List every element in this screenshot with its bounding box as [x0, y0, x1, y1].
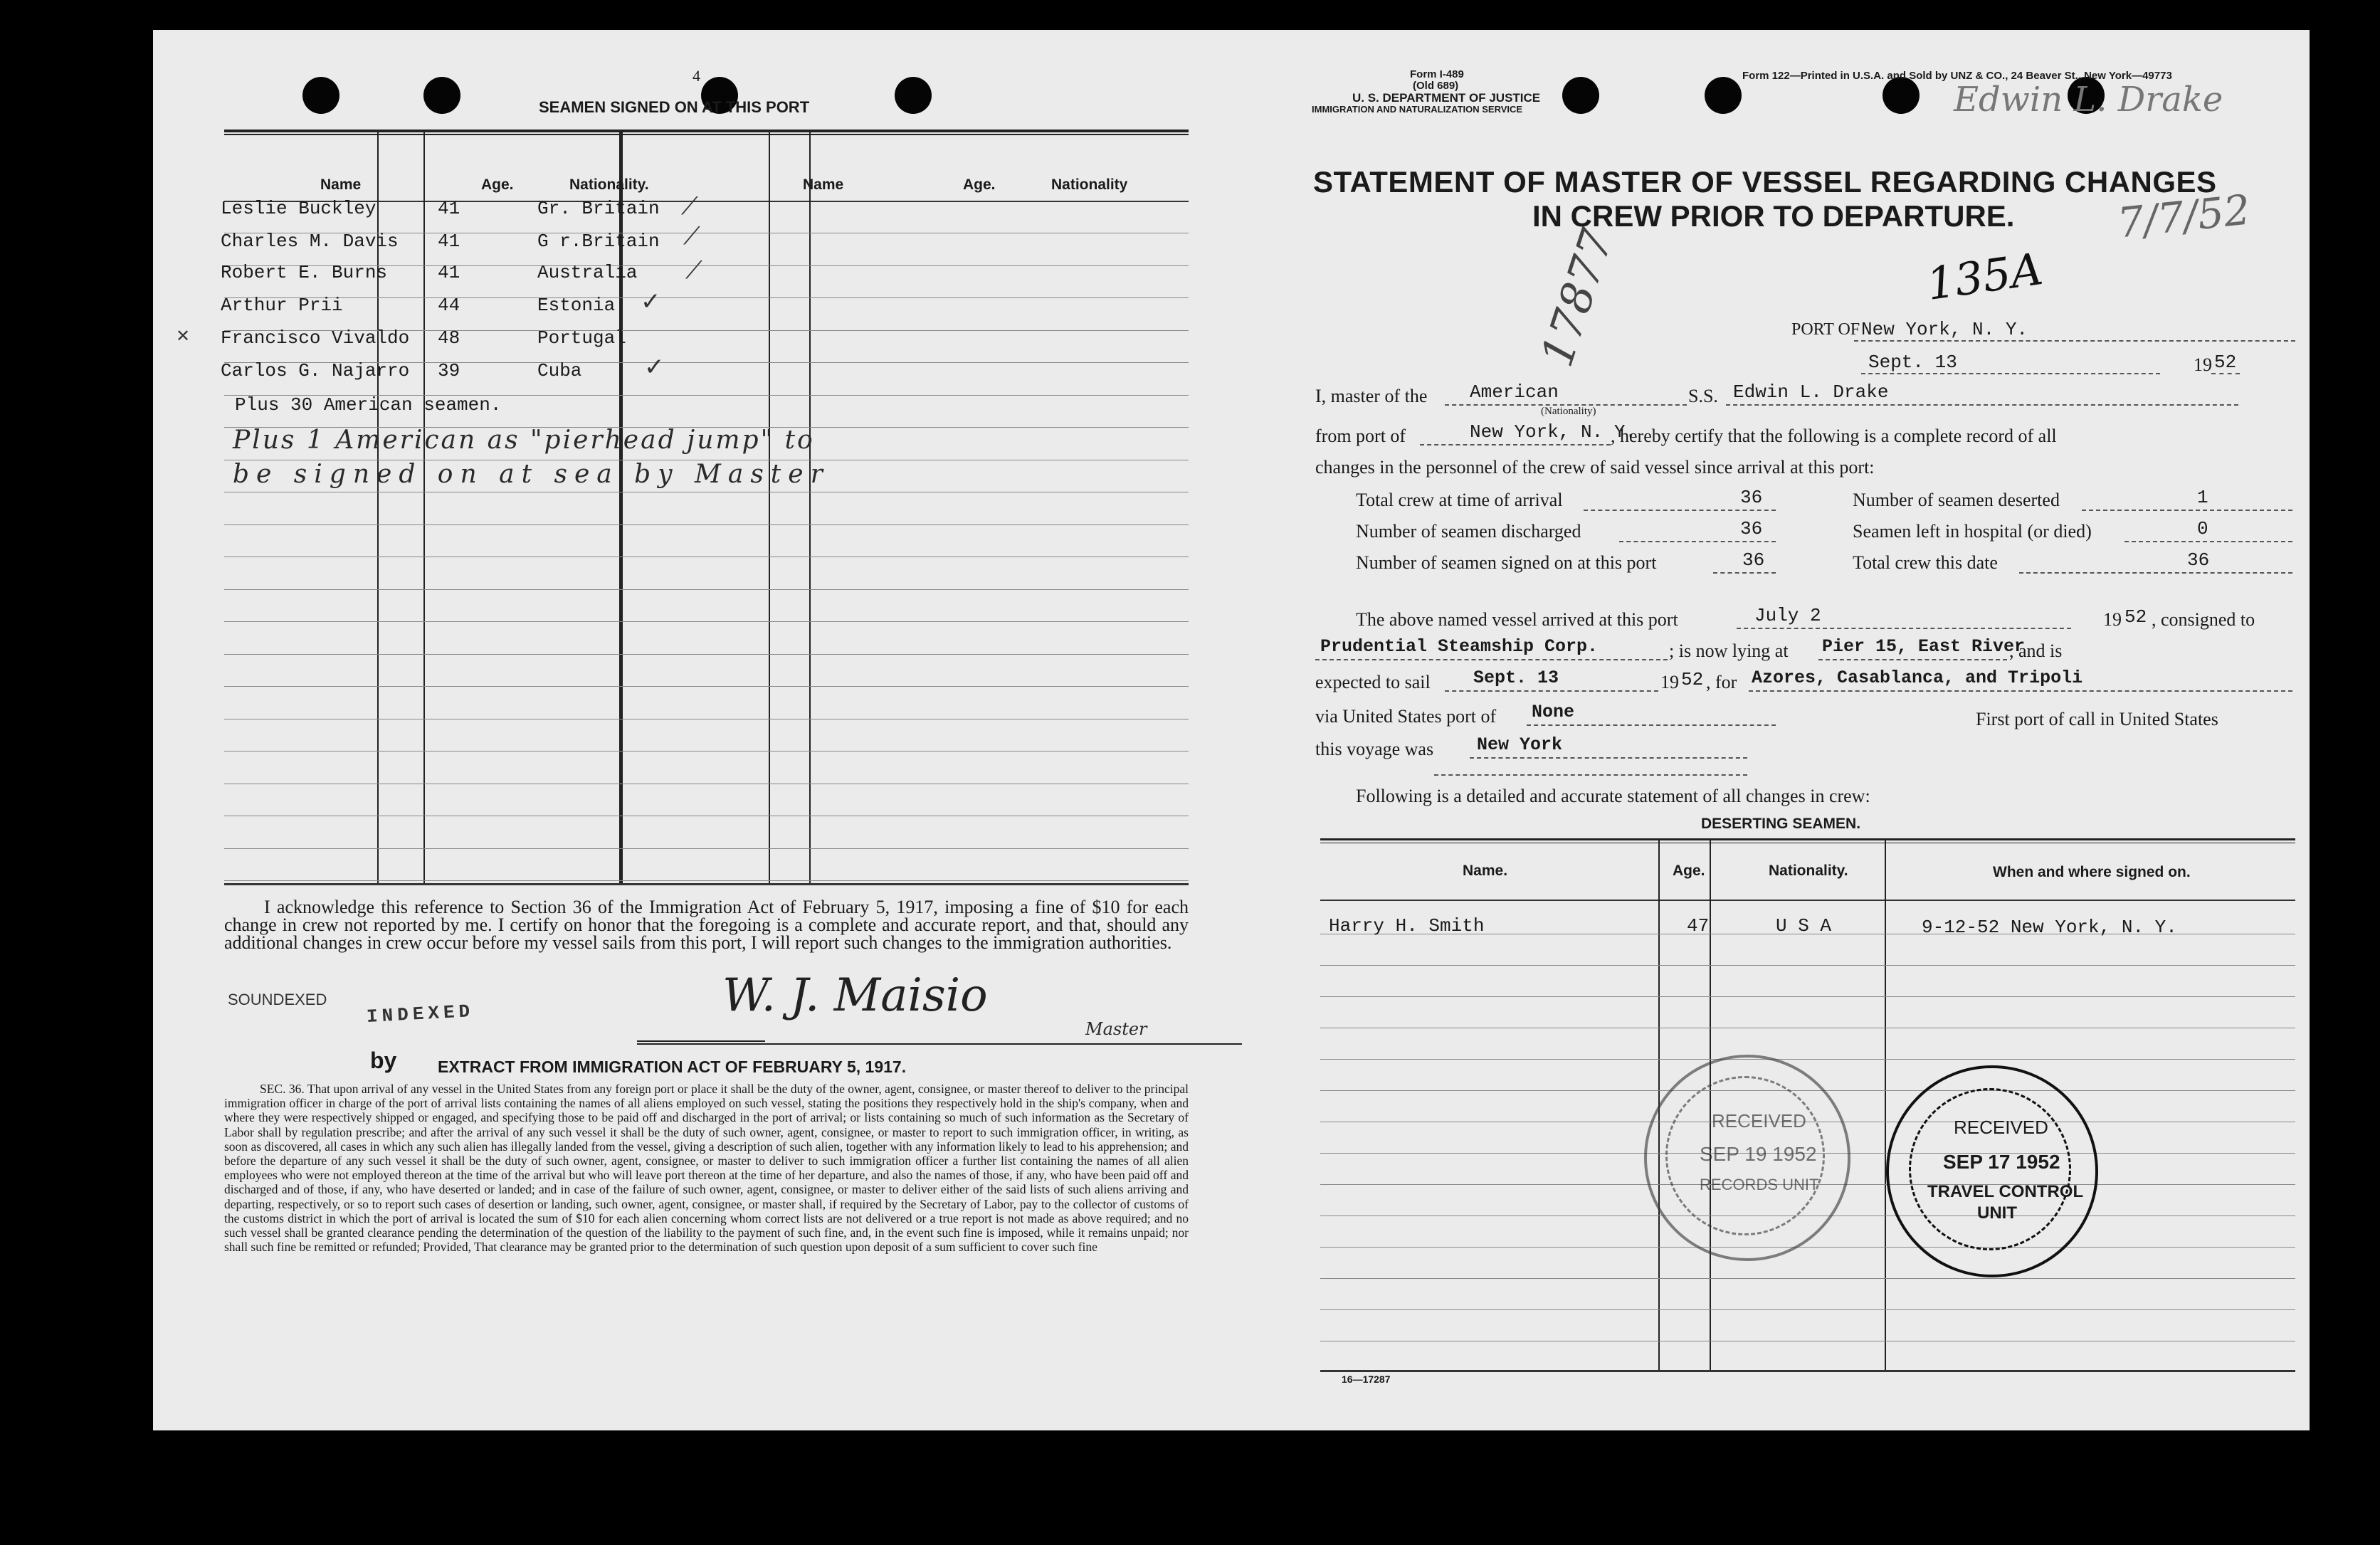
- punch-hole: [895, 77, 932, 114]
- acknowledgement: I acknowledge this reference to Section 36 of the Immigration Act of February 5, 1917, imposing a fine of $10 for each change in crew not reported by me. I certify on honor that the foregoing is a complete and accurate report, and that, should any additional changes in crew occur before my vessel sails from this port, I will report such changes to the immigration authorities.: [224, 897, 1189, 953]
- stat-label: Number of seamen discharged: [1356, 521, 1581, 542]
- col-header-name: Name.: [1463, 863, 1508, 879]
- stat-value: 0: [2197, 518, 2208, 539]
- deserter-age: 47: [1687, 915, 1710, 937]
- changes-text: changes in the personnel of the crew of said vessel since arrival at this port:: [1315, 457, 1875, 478]
- seaman-age: 41: [438, 231, 460, 252]
- service: IMMIGRATION AND NATURALIZATION SERVICE: [1312, 104, 1523, 115]
- nationality-value: American: [1470, 381, 1559, 403]
- stamp-text: SEP 19 1952: [1700, 1143, 1817, 1165]
- and-is-label: , and is: [2009, 640, 2063, 661]
- table-rule: [1320, 965, 2295, 966]
- voyage-value: New York: [1477, 734, 1563, 755]
- records-unit-stamp: [1644, 1055, 1850, 1261]
- check-mark-icon: ✓: [641, 288, 661, 316]
- footer-code: 16—17287: [1342, 1373, 1391, 1385]
- col-header-signed-on: When and where signed on.: [1993, 864, 2191, 880]
- year-prefix: 19: [2194, 354, 2212, 375]
- stamp-text: RECEIVED: [1954, 1117, 2048, 1138]
- table-rule: [224, 654, 1189, 655]
- from-port-label: from port of: [1315, 426, 1406, 446]
- table-rule: [224, 848, 1189, 849]
- table-rule: [224, 297, 1189, 298]
- consignee-value: Prudential Steamship Corp.: [1320, 636, 1599, 657]
- col-header-nationality: Nationality.: [1769, 863, 1848, 879]
- stat-label: Number of seamen deserted: [1853, 490, 2060, 510]
- deserting-title: DESERTING SEAMEN.: [1701, 816, 1861, 832]
- seaman-name: Francisco Vivaldo: [221, 327, 410, 349]
- port-value: New York, N. Y.: [1861, 319, 2028, 340]
- voyage-label: this voyage was: [1315, 739, 1434, 759]
- seaman-name: Charles M. Davis: [221, 231, 399, 252]
- col-header-name-2: Name: [803, 176, 844, 193]
- arrived-year-prefix: 19: [2103, 609, 2122, 630]
- handwritten-number: 17877: [1530, 223, 1623, 373]
- col-header-name: Name: [320, 176, 362, 193]
- master-label: Master: [1085, 1019, 1147, 1039]
- lying-value: Pier 15, East River: [1822, 636, 2026, 657]
- deserter-nationality: U S A: [1776, 915, 1832, 937]
- handwritten-note: be signed on at sea by Master: [233, 460, 830, 489]
- seaman-name: Carlos G. Najarro: [221, 360, 410, 381]
- typed-note: Plus 30 American seamen.: [235, 394, 502, 416]
- arrived-year: 52: [2124, 606, 2147, 628]
- master-of-label: I, master of the: [1315, 386, 1428, 406]
- extract-title: EXTRACT FROM IMMIGRATION ACT OF FEBRUARY 5, 1917.: [438, 1058, 907, 1076]
- handwritten-note: Plus 1 American as "pierhead jump" to: [233, 426, 815, 455]
- x-mark-icon: ✕: [176, 326, 191, 346]
- date-value: Sept. 13: [1868, 352, 1957, 373]
- table-rule: [224, 524, 1189, 525]
- seaman-nationality: Gr. Britain: [537, 198, 660, 219]
- year-suffix: 52: [2214, 352, 2237, 373]
- form-number: Form I-489: [1410, 68, 1464, 80]
- nationality-caption: (Nationality): [1541, 406, 1596, 417]
- via-value: None: [1532, 702, 1575, 722]
- master-signature: W. J. Maisio: [722, 969, 988, 1022]
- table-rule: [1320, 1309, 2295, 1310]
- stamp-text: TRAVEL CONTROL: [1927, 1182, 2084, 1201]
- right-page: [1242, 30, 2310, 1430]
- check-mark-icon: ✓: [644, 353, 665, 381]
- seaman-nationality: Australia: [537, 262, 638, 283]
- seaman-nationality: G r.Britain: [537, 231, 660, 252]
- stamp-text: UNIT: [1977, 1203, 2017, 1223]
- col-header-nationality-2: Nationality: [1051, 176, 1128, 193]
- seaman-name: Leslie Buckley: [221, 198, 377, 219]
- table-rule: [224, 751, 1189, 752]
- table-rule: [1320, 1278, 2295, 1279]
- table-rule: [1320, 996, 2295, 997]
- punch-hole: [302, 77, 339, 114]
- col-header-age-2: Age.: [963, 176, 996, 193]
- handwritten-ship-name: Edwin L. Drake: [1954, 80, 2223, 120]
- printer-line: Form 122—Printed in U.S.A. and Sold by UNZ & CO., 24 Beaver St., New York—49773: [1742, 70, 2172, 82]
- section-title: SEAMEN SIGNED ON AT THIS PORT: [539, 98, 810, 116]
- seaman-name: Robert E. Burns: [221, 262, 388, 283]
- check-mark-icon: ⟋: [681, 192, 698, 221]
- via-label: via United States port of: [1315, 706, 1497, 727]
- stamp-text: RECORDS UNIT: [1700, 1176, 1819, 1193]
- stat-label: Number of seamen signed on at this port: [1356, 552, 1657, 573]
- seaman-age: 48: [438, 327, 460, 349]
- stat-value: 36: [1742, 549, 1765, 571]
- form-title-line-1: STATEMENT OF MASTER OF VESSEL REGARDING CHANGES: [1313, 165, 2217, 199]
- seaman-nationality: Cuba: [537, 360, 582, 381]
- stamp-text: SEP 17 1952: [1943, 1151, 2060, 1173]
- punch-hole: [1562, 77, 1599, 114]
- by-label: by: [370, 1048, 397, 1073]
- stamp-text: RECEIVED: [1712, 1110, 1806, 1132]
- col-header-age: Age.: [481, 176, 514, 193]
- left-page: [153, 30, 1242, 1430]
- table-rule: [224, 621, 1189, 622]
- first-port-label: First port of call in United States: [1976, 709, 2218, 729]
- col-header-age: Age.: [1673, 863, 1705, 879]
- handwritten-date: 7/7/52: [2115, 185, 2253, 248]
- seaman-nationality: Portugal: [537, 327, 626, 349]
- stat-value: 36: [2187, 549, 2210, 571]
- expected-year-prefix: 19: [1660, 672, 1679, 692]
- deserter-name: Harry H. Smith: [1329, 915, 1485, 937]
- table-rule: [224, 880, 1189, 881]
- stat-value: 36: [1740, 487, 1763, 508]
- department: U. S. DEPARTMENT OF JUSTICE: [1352, 91, 1541, 105]
- punch-hole: [1705, 77, 1742, 114]
- lying-label: ; is now lying at: [1669, 640, 1789, 661]
- seaman-age: 41: [438, 198, 460, 219]
- indexed-stamp: INDEXED: [366, 1001, 475, 1028]
- stat-label: Total crew this date: [1853, 552, 1998, 573]
- seaman-name: Arthur Prii: [221, 295, 343, 316]
- check-mark-icon: ⟋: [685, 256, 702, 285]
- stat-value: 1: [2197, 487, 2208, 508]
- seaman-age: 41: [438, 262, 460, 283]
- expected-value: Sept. 13: [1473, 668, 1559, 688]
- seaman-nationality: Estonia: [537, 295, 616, 316]
- certify-text: , hereby certify that the following is a complete record of all: [1611, 426, 2057, 446]
- punch-hole: [1883, 77, 1920, 114]
- following-text: Following is a detailed and accurate statement of all changes in crew:: [1356, 786, 1870, 806]
- ship-value: Edwin L. Drake: [1733, 381, 1889, 403]
- stat-value: 36: [1740, 518, 1763, 539]
- expected-year: 52: [1681, 669, 1704, 690]
- travel-control-stamp: [1886, 1065, 2100, 1279]
- from-port-value: New York, N. Y.: [1470, 421, 1637, 443]
- arrived-value: July 2: [1754, 605, 1821, 626]
- destination-value: Azores, Casablanca, and Tripoli: [1752, 668, 2083, 688]
- form-title-line-2: IN CREW PRIOR TO DEPARTURE.: [1532, 199, 2015, 233]
- section-36-text: SEC. 36. That upon arrival of any vessel in the United States from any foreign port or place it shall be the duty of the owner, agent, consignee, or master thereof to deliver to the principal immigration officer in charge of the port of arrival lists containing the names of all aliens employed on such vessel, stating the positions they respectively hold in the ship's company, when and where they were respectively shipped or engaged, and specifying those to be paid off and discharged in the port of arrival; or lists containing so much of such information as the Secretary of Labor shall by regulation prescribe; and after the arrival of any such vessel it shall be the duty of such owner, agent, consignee, or master to report to such immigration officer, in writing, as soon as discovered, all cases in which any such alien has illegally landed from the vessel, giving a description of such alien, together with any information likely to lead to his apprehension; and before the departure of any such vessel it shall be the duty of such owner, agent, consignee, or master to deliver to such immigration officer a further list containing the names of all alien employees who were not employed thereon at the time of the arrival but who will leave port thereon at the time of her departure, and also the names of those, if any, who have been paid off and discharged and of those, if any, who have deserted or landed; and in case of the failure of such owner, agent, consignee, or master to deliver either of the said lists of such aliens arriving and departing, respectively, or so to report such cases of desertion or landing, such owner, agent, consignee, or master shall, if required by the Secretary of Labor, pay to the collector of customs of the customs district in which the port of arrival is located the sum of $10 for each alien concerning whom correct lists are not delivered or a true report is not made as above required; and no such vessel shall be granted clearance pending the determination of the question of the liability to the payment of such fine, and, in the event such fine is imposed, while it remains unpaid; nor shall such fine be remitted or refunded; Provided, That clearance may be granted prior to the determination of such question upon deposit of a sum sufficient to cover such fine: [224, 1082, 1189, 1255]
- col-header-nationality: Nationality.: [569, 176, 649, 193]
- deserter-signed-on: 9-12-52 New York, N. Y.: [1922, 917, 2177, 938]
- punch-hole: [423, 77, 460, 114]
- soundexed-stamp: SOUNDEXED: [228, 991, 327, 1008]
- seaman-age: 39: [438, 360, 460, 381]
- seaman-age: 44: [438, 295, 460, 316]
- page-number: 4: [693, 67, 700, 85]
- expected-label: expected to sail: [1315, 672, 1431, 692]
- form-old-number: (Old 689): [1413, 80, 1459, 92]
- ss-label: S.S.: [1688, 386, 1718, 406]
- stat-label: Seamen left in hospital (or died): [1853, 521, 2092, 542]
- handwritten-code: 135A: [1923, 243, 2046, 310]
- table-rule: [224, 686, 1189, 687]
- arrived-label: The above named vessel arrived at this port: [1356, 609, 1678, 630]
- table-rule: [224, 589, 1189, 590]
- stat-label: Total crew at time of arrival: [1356, 490, 1563, 510]
- for-label: , for: [1706, 672, 1737, 692]
- consigned-label: , consigned to: [2152, 609, 2255, 630]
- port-label: PORT OF: [1791, 320, 1860, 339]
- check-mark-icon: ⟋: [683, 222, 700, 251]
